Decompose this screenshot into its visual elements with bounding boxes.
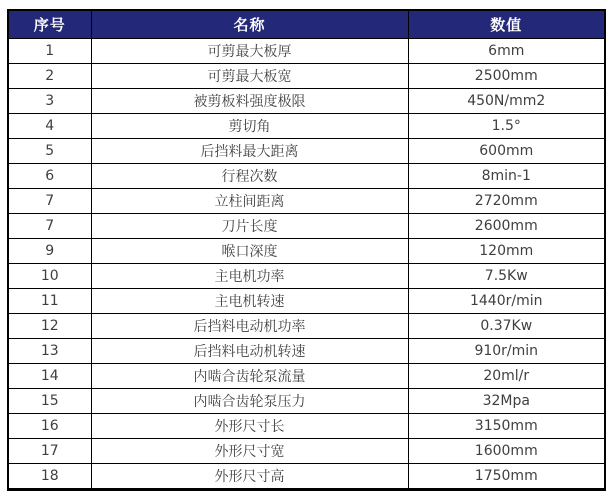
cell-no: 3 <box>8 89 91 114</box>
cell-name: 后挡料最大距离 <box>91 139 408 164</box>
cell-name: 剪切角 <box>91 114 408 139</box>
cell-no: 16 <box>8 414 91 439</box>
table-row <box>8 239 605 264</box>
table-row <box>8 464 605 490</box>
cell-no: 10 <box>8 264 91 289</box>
cell-name: 内啮合齿轮泵压力 <box>91 389 408 414</box>
cell-value: 32Mpa <box>408 389 605 414</box>
cell-name: 行程次数 <box>91 164 408 189</box>
cell-no: 1 <box>8 39 91 64</box>
table-row <box>8 214 605 239</box>
cell-no: 7 <box>8 214 91 239</box>
cell-value: 7.5Kw <box>408 264 605 289</box>
table-row <box>8 339 605 364</box>
table-row <box>8 164 605 189</box>
cell-name: 后挡料电动机功率 <box>91 314 408 339</box>
spec-table <box>7 9 606 491</box>
cell-value: 910r/min <box>408 339 605 364</box>
column-header-value: 数值 <box>408 10 605 39</box>
column-header-serial-no: 序号 <box>8 10 91 39</box>
cell-name: 外形尺寸宽 <box>91 439 408 464</box>
cell-name: 可剪最大板厚 <box>91 39 408 64</box>
cell-value: 1750mm <box>408 464 605 490</box>
cell-no: 15 <box>8 389 91 414</box>
cell-value: 1.5° <box>408 114 605 139</box>
table-row <box>8 364 605 389</box>
cell-name: 外形尺寸长 <box>91 414 408 439</box>
cell-name: 立柱间距离 <box>91 189 408 214</box>
table-row <box>8 414 605 439</box>
header-row <box>8 10 605 39</box>
table-row <box>8 289 605 314</box>
table-row <box>8 189 605 214</box>
cell-value: 6mm <box>408 39 605 64</box>
cell-no: 17 <box>8 439 91 464</box>
cell-name: 喉口深度 <box>91 239 408 264</box>
cell-no: 4 <box>8 114 91 139</box>
table-row <box>8 114 605 139</box>
cell-value: 3150mm <box>408 414 605 439</box>
spec-table-body <box>8 39 605 490</box>
table-row <box>8 64 605 89</box>
table-row <box>8 264 605 289</box>
cell-value: 1440r/min <box>408 289 605 314</box>
cell-value: 2500mm <box>408 64 605 89</box>
cell-no: 13 <box>8 339 91 364</box>
cell-no: 14 <box>8 364 91 389</box>
cell-name: 外形尺寸高 <box>91 464 408 490</box>
cell-value: 2720mm <box>408 189 605 214</box>
spec-table-container <box>7 9 606 491</box>
cell-value: 2600mm <box>408 214 605 239</box>
cell-value: 8min-1 <box>408 164 605 189</box>
table-row <box>8 314 605 339</box>
table-row <box>8 439 605 464</box>
cell-value: 1600mm <box>408 439 605 464</box>
cell-name: 主电机功率 <box>91 264 408 289</box>
spec-table-header <box>8 10 605 39</box>
table-row <box>8 389 605 414</box>
cell-no: 6 <box>8 164 91 189</box>
cell-name: 主电机转速 <box>91 289 408 314</box>
cell-no: 12 <box>8 314 91 339</box>
table-row <box>8 39 605 64</box>
column-header-name: 名称 <box>91 10 408 39</box>
table-row <box>8 89 605 114</box>
cell-name: 可剪最大板宽 <box>91 64 408 89</box>
cell-name: 刀片长度 <box>91 214 408 239</box>
cell-no: 7 <box>8 189 91 214</box>
cell-no: 11 <box>8 289 91 314</box>
cell-name: 后挡料电动机转速 <box>91 339 408 364</box>
cell-value: 20ml/r <box>408 364 605 389</box>
cell-value: 120mm <box>408 239 605 264</box>
table-row <box>8 139 605 164</box>
cell-value: 0.37Kw <box>408 314 605 339</box>
cell-no: 5 <box>8 139 91 164</box>
cell-no: 18 <box>8 464 91 490</box>
cell-name: 内啮合齿轮泵流量 <box>91 364 408 389</box>
cell-name: 被剪板料强度极限 <box>91 89 408 114</box>
cell-value: 600mm <box>408 139 605 164</box>
cell-value: 450N/mm2 <box>408 89 605 114</box>
cell-no: 9 <box>8 239 91 264</box>
cell-no: 2 <box>8 64 91 89</box>
